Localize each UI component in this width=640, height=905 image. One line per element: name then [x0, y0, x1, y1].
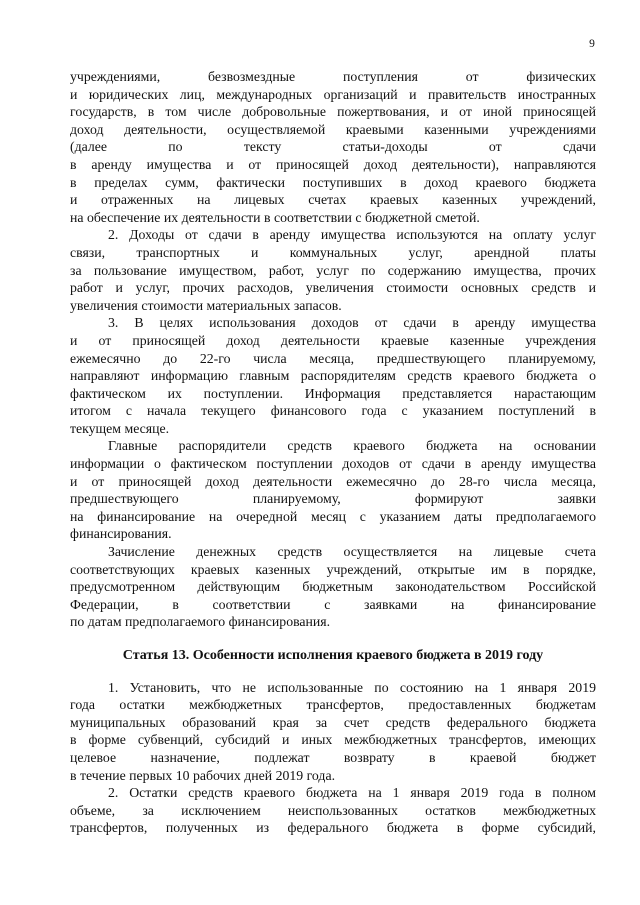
text-line: увеличения стоимости материальных запасов.: [70, 297, 342, 313]
text-line: итогом с начала текущего финансового года с указанием поступлений в: [70, 403, 596, 419]
page-number: 9: [589, 38, 595, 50]
text-line: и юридических лиц, международных организаций и правительств иностранных: [70, 86, 596, 102]
text-line: в течение первых 10 рабочих дней 2019 года.: [70, 767, 336, 783]
text-line: за пользование имуществом, работ, услуг по содержанию имущества, прочих: [70, 262, 596, 278]
text-line: учреждениями, безвозмездные поступления от физических: [70, 69, 596, 84]
text-line: и отраженных на лицевых счетах краевых казенных учреждений,: [70, 192, 596, 208]
paragraph-article-item-2: [70, 784, 596, 837]
text-line: соответствующих краевых казенных учреждений, открытые им в порядке,: [70, 561, 596, 577]
text-line: 2. Доходы от сдачи в аренду имущества используются на оплату услуг: [108, 227, 596, 243]
paragraph-main-managers: [70, 437, 596, 543]
text-line: текущем месяце.: [70, 420, 170, 436]
text-line: государств, в том числе добровольные пожертвования, и от иной приносящей: [70, 104, 596, 120]
text-line: информации о фактическом поступлении доходов от сдачи в аренду имущества: [70, 456, 596, 472]
text-line: Главные распорядители средств краевого бюджета на основании: [108, 438, 596, 454]
text-line: финансирования.: [70, 526, 172, 542]
text-line: предусмотренном действующим бюджетным законодательством Российской: [70, 579, 596, 595]
text-line: Зачисление денежных средств осуществляется на лицевые счета: [108, 544, 596, 560]
text-line: по датам предполагаемого финансирования.: [70, 614, 331, 630]
paragraph-item-3: [70, 314, 596, 437]
text-line: муниципальных образований края за счет средств федерального бюджета: [70, 714, 596, 730]
text-line: связи, транспортных и коммунальных услуг, арендной платы: [70, 244, 596, 260]
paragraph-continuation: [70, 68, 596, 226]
text-line: 1. Установить, что не использованные по состоянию на 1 января 2019: [108, 679, 596, 695]
text-line: и от приносящей доход деятельности краевые казенные учреждения: [70, 332, 596, 348]
text-line: в аренду имущества и от приносящей доход деятельности), направляются: [70, 156, 596, 172]
document-body: [70, 68, 596, 837]
text-line: предшествующего планируемому, формируют заявки: [70, 491, 596, 507]
text-line: ежемесячно до 22-го числа месяца, предшествующего планируемому,: [70, 350, 596, 366]
paragraph-article-item-1: [70, 679, 596, 785]
text-line: на обеспечение их деятельности в соответствии с бюджетной сметой.: [70, 209, 480, 225]
text-line: в пределах сумм, фактически поступивших в доход краевого бюджета: [70, 174, 596, 190]
text-line: 3. В целях использования доходов от сдачи в аренду имущества: [108, 315, 596, 331]
text-line: Федерации, в соответствии с заявками на финансирование: [70, 596, 596, 612]
text-line: на финансирование на очередной месяц с указанием даты предполагаемого: [70, 508, 596, 524]
paragraph-transfer: [70, 543, 596, 631]
text-line: доход деятельности, осуществляемой краевыми казенными учреждениями: [70, 121, 596, 137]
text-line: и от приносящей доход деятельности ежемесячно до 28-го числа месяца,: [70, 473, 596, 489]
text-line: года остатки межбюджетных трансфертов, предоставленных бюджетам: [70, 697, 596, 713]
text-line: (далее по тексту статьи-доходы от сдачи: [70, 139, 596, 155]
text-line: 2. Остатки средств краевого бюджета на 1 января 2019 года в полном: [108, 785, 596, 801]
text-line: в форме субвенций, субсидий и иных межбюджетных трансфертов, имеющих: [70, 732, 596, 748]
article-heading: Статья 13. Особенности исполнения краевого бюджета в 2019 году: [122, 648, 544, 663]
text-line: объеме, за исключением неиспользованных остатков межбюджетных: [70, 802, 596, 818]
text-line: фактическом их поступлении. Информация представляется нарастающим: [70, 385, 596, 401]
text-line: работ и услуг, прочих расходов, увеличения стоимости основных средств и: [70, 280, 596, 296]
text-line: направляют информацию главным распорядителям средств краевого бюджета о: [70, 368, 596, 384]
text-line: трансфертов, полученных из федерального бюджета в форме субсидий,: [70, 820, 596, 836]
paragraph-item-2: [70, 226, 596, 314]
text-line: целевое назначение, подлежат возврату в краевой бюджет: [70, 749, 596, 765]
